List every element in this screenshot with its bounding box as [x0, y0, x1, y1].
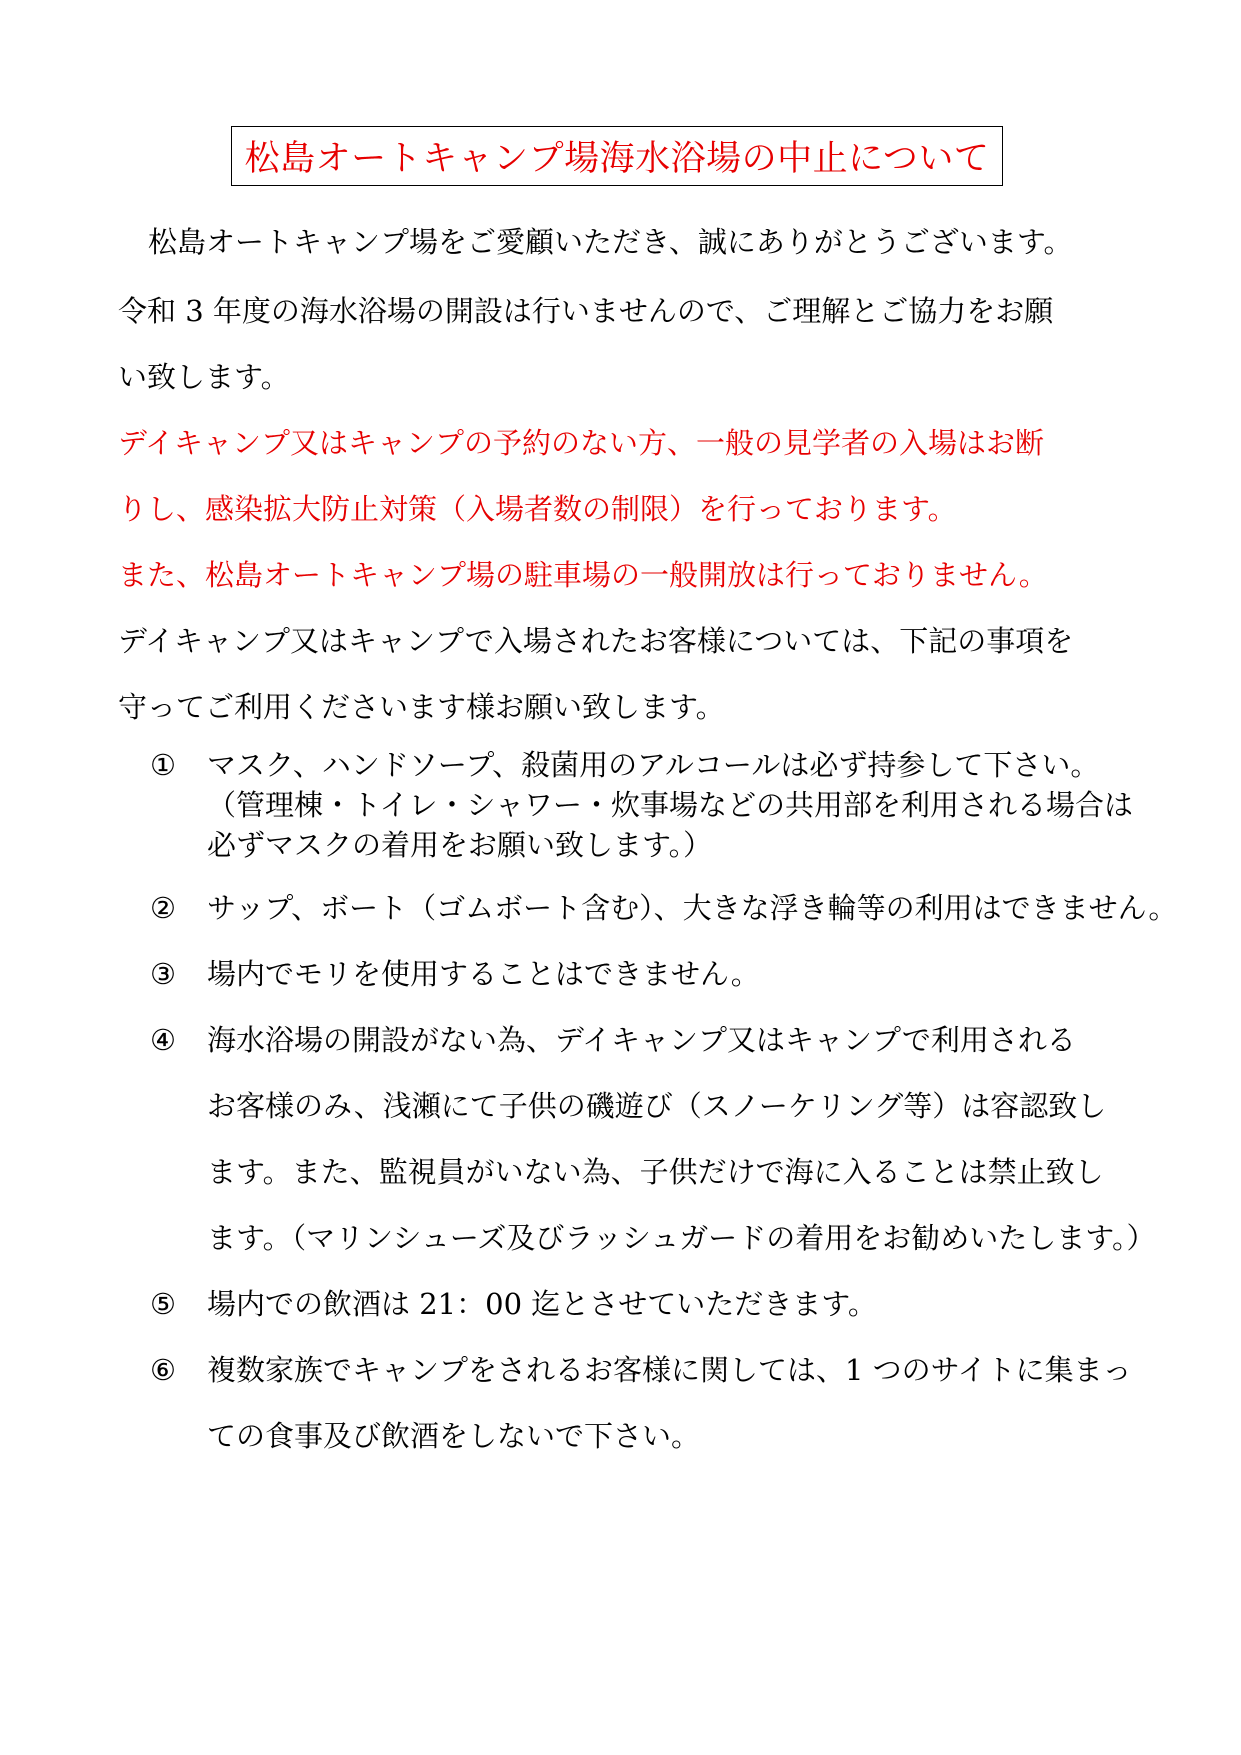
item-number-4: ④ — [150, 1023, 176, 1057]
warning-line-1: デイキャンプ又はキャンプの予約のない方、一般の見学者の入場はお断 — [118, 426, 1044, 460]
item-1-line-1: マスク、ハンドソープ、殺菌用のアルコールは必ず持参して下さい。 — [207, 748, 1100, 782]
item-number-6: ⑥ — [150, 1353, 176, 1387]
item-1-line-3: 必ずマスクの着用をお願い致します。） — [207, 828, 713, 862]
notice-line-1: 令和 3 年度の海水浴場の開設は行いませんので、ご理解とご協力をお願 — [118, 294, 1054, 328]
item-number-3: ③ — [150, 957, 176, 991]
item-4-line-2: お客様のみ、浅瀬にて子供の磯遊び（スノーケリング等）は容認致し — [207, 1089, 1107, 1123]
item-number-2: ② — [150, 891, 176, 925]
item-3-line-1: 場内でモリを使用することはできません。 — [207, 957, 760, 991]
item-number-5: ⑤ — [150, 1287, 176, 1321]
item-4-line-4: ます。（マリンシューズ及びラッシュガードの着用をお勧めいたします。） — [207, 1221, 1156, 1255]
item-4-line-3: ます。また、監視員がいない為、子供だけで海に入ることは禁止致し — [207, 1155, 1104, 1189]
page-title: 松島オートキャンプ場海水浴場の中止について — [244, 139, 990, 179]
item-4-line-1: 海水浴場の開設がない為、デイキャンプ又はキャンプで利用される — [207, 1023, 1076, 1057]
warning-line-2: りし、感染拡大防止対策（入場者数の制限）を行っております。 — [118, 492, 957, 526]
greeting-text: 松島オートキャンプ場をご愛顧いただき、誠にありがとうございます。 — [148, 225, 1073, 259]
instruction-line-2: 守ってご利用くださいます様お願い致します。 — [118, 690, 725, 724]
item-6-line-2: ての食事及び飲酒をしないで下さい。 — [207, 1419, 701, 1453]
title-box — [231, 126, 1003, 186]
instruction-line-1: デイキャンプ又はキャンプで入場されたお客様については、下記の事項を — [118, 624, 1074, 658]
notice-line-2: い致します。 — [118, 360, 290, 394]
item-6-line-1: 複数家族でキャンプをされるお客様に関しては、1 つのサイトに集まっ — [207, 1353, 1132, 1387]
warning-line-3: また、松島オートキャンプ場の駐車場の一般開放は行っておりません。 — [118, 558, 1048, 592]
item-1-line-2: （管理棟・トイレ・シャワー・炊事場などの共用部を利用される場合は — [207, 788, 1133, 822]
item-2-line-1: サップ、ボート（ゴムボート含む）、大きな浮き輪等の利用はできません。 — [207, 891, 1178, 925]
item-5-line-1: 場内での飲酒は 21：00 迄とさせていただきます。 — [207, 1287, 877, 1321]
item-number-1: ① — [150, 748, 176, 782]
